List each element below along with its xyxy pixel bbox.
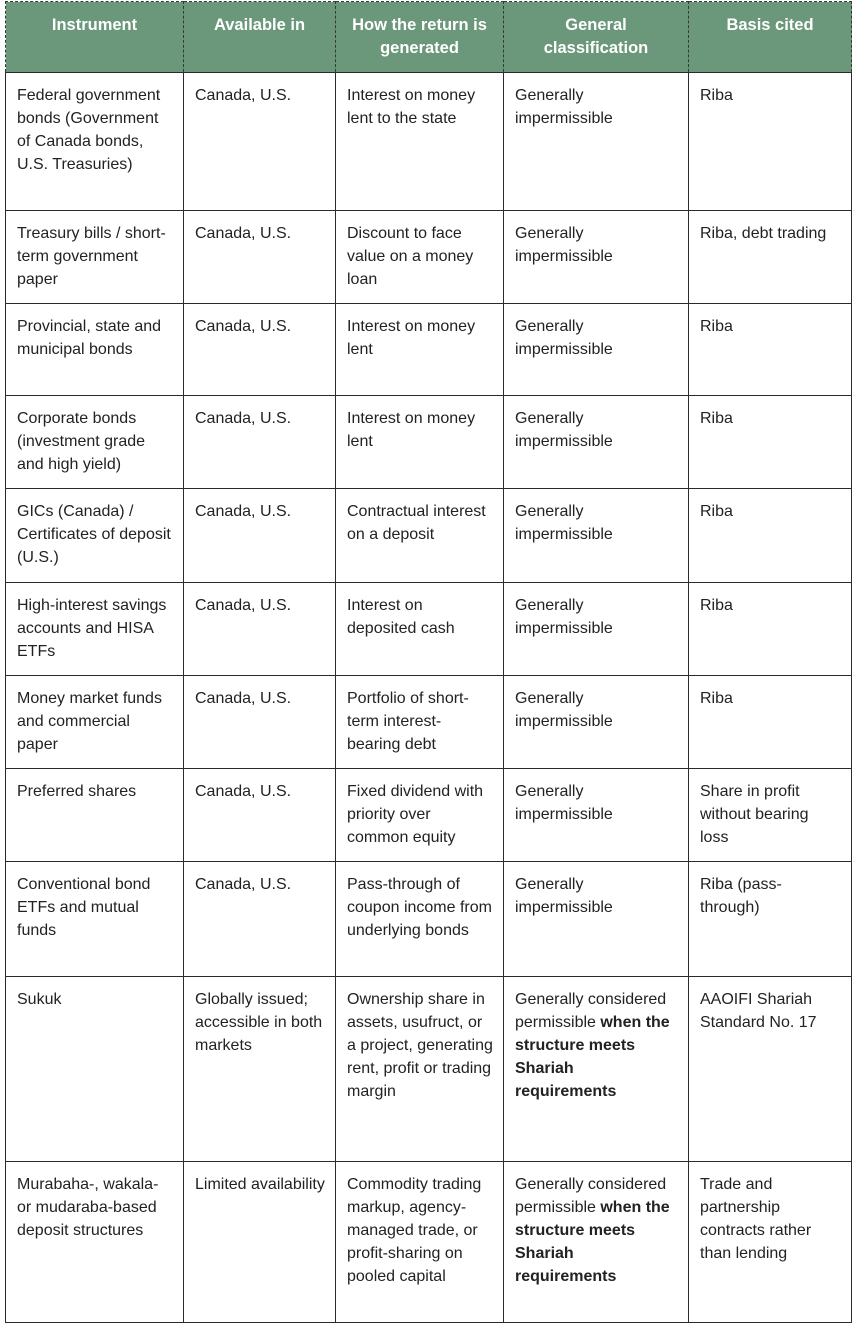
cell-available: Canada, U.S. [184, 304, 336, 396]
cell-instrument: Money market funds and commercial paper [6, 676, 184, 769]
cell-available: Canada, U.S. [184, 862, 336, 977]
table-row [6, 583, 852, 676]
cell-instrument: Corporate bonds (investment grade and high yield) [6, 396, 184, 489]
header-available-in: Available in [184, 2, 336, 73]
cell-instrument: Preferred shares [6, 769, 184, 862]
cell-classification [504, 1162, 689, 1323]
cell-basis: Riba [689, 489, 852, 583]
cell-instrument: Sukuk [6, 977, 184, 1162]
cell-basis: AAOIFI Shariah Standard No. 17 [689, 977, 852, 1162]
cell-instrument: GICs (Canada) / Certificates of deposit (U.S.) [6, 489, 184, 583]
header-row [6, 2, 852, 73]
classification-condition: when the structure meets Shariah requirements [515, 1199, 670, 1285]
cell-return: Fixed dividend with priority over common equity [336, 769, 504, 862]
cell-basis: Share in profit without bearing loss [689, 769, 852, 862]
classification-text: Generally impermissible [515, 503, 613, 543]
cell-classification [504, 862, 689, 977]
cell-return: Interest on money lent [336, 396, 504, 489]
cell-available: Canada, U.S. [184, 211, 336, 304]
header-instrument: Instrument [6, 2, 184, 73]
cell-classification [504, 73, 689, 211]
header-basis-cited: Basis cited [689, 2, 852, 73]
classification-text: Generally impermissible [515, 410, 613, 450]
cell-return: Interest on money lent [336, 304, 504, 396]
cell-instrument: Provincial, state and municipal bonds [6, 304, 184, 396]
cell-available: Limited availability [184, 1162, 336, 1323]
cell-available: Canada, U.S. [184, 396, 336, 489]
cell-instrument: Federal government bonds (Government of Canada bonds, U.S. Treasuries) [6, 73, 184, 211]
table-row [6, 73, 852, 211]
cell-instrument: High-interest savings accounts and HISA ETFs [6, 583, 184, 676]
table-row [6, 396, 852, 489]
classification-text: Generally impermissible [515, 318, 613, 358]
cell-classification [504, 676, 689, 769]
cell-return: Pass-through of coupon income from underlying bonds [336, 862, 504, 977]
table-row [6, 862, 852, 977]
table-header [6, 2, 852, 73]
classification-text: Generally impermissible [515, 876, 613, 916]
cell-basis: Riba [689, 304, 852, 396]
classification-text: Generally impermissible [515, 597, 613, 637]
cell-basis: Trade and partnership contracts rather than lending [689, 1162, 852, 1323]
cell-basis: Riba (pass-through) [689, 862, 852, 977]
classification-condition: when the structure meets Shariah requirements [515, 1014, 670, 1100]
table-body [6, 73, 852, 1323]
classification-text: Generally impermissible [515, 225, 613, 265]
cell-return: Interest on money lent to the state [336, 73, 504, 211]
header-classification: General classification [504, 2, 689, 73]
cell-classification [504, 977, 689, 1162]
cell-available: Canada, U.S. [184, 676, 336, 769]
table-row [6, 676, 852, 769]
cell-classification [504, 396, 689, 489]
classification-text: Generally impermissible [515, 783, 613, 823]
cell-basis: Riba [689, 583, 852, 676]
cell-classification [504, 489, 689, 583]
cell-available: Canada, U.S. [184, 73, 336, 211]
cell-return: Discount to face value on a money loan [336, 211, 504, 304]
cell-available: Canada, U.S. [184, 769, 336, 862]
instrument-classification-table [5, 1, 852, 1323]
cell-return: Interest on deposited cash [336, 583, 504, 676]
cell-basis: Riba [689, 396, 852, 489]
table-row [6, 1162, 852, 1323]
table-row [6, 769, 852, 862]
cell-available: Globally issued; accessible in both markets [184, 977, 336, 1162]
cell-classification [504, 211, 689, 304]
cell-available: Canada, U.S. [184, 489, 336, 583]
classification-text: Generally considered permissible [515, 1176, 667, 1216]
cell-return: Commodity trading markup, agency-managed trade, or profit-sharing on pooled capital [336, 1162, 504, 1323]
cell-basis: Riba, debt trading [689, 211, 852, 304]
cell-instrument: Conventional bond ETFs and mutual funds [6, 862, 184, 977]
classification-text: Generally impermissible [515, 87, 613, 127]
header-return-generated: How the return is generated [336, 2, 504, 73]
cell-classification [504, 769, 689, 862]
table-row [6, 304, 852, 396]
cell-instrument: Murabaha-, wakala- or mudaraba-based deposit structures [6, 1162, 184, 1323]
cell-return: Portfolio of short-term interest-bearing debt [336, 676, 504, 769]
cell-return: Contractual interest on a deposit [336, 489, 504, 583]
comparison-table-container [5, 1, 851, 1323]
cell-classification [504, 583, 689, 676]
cell-basis: Riba [689, 73, 852, 211]
cell-available: Canada, U.S. [184, 583, 336, 676]
table-row [6, 211, 852, 304]
cell-return: Ownership share in assets, usufruct, or a project, generating rent, profit or trading margin [336, 977, 504, 1162]
table-row [6, 489, 852, 583]
classification-text: Generally considered permissible [515, 991, 667, 1031]
cell-basis: Riba [689, 676, 852, 769]
cell-instrument: Treasury bills / short-term government paper [6, 211, 184, 304]
classification-text: Generally impermissible [515, 690, 613, 730]
table-row [6, 977, 852, 1162]
cell-classification [504, 304, 689, 396]
